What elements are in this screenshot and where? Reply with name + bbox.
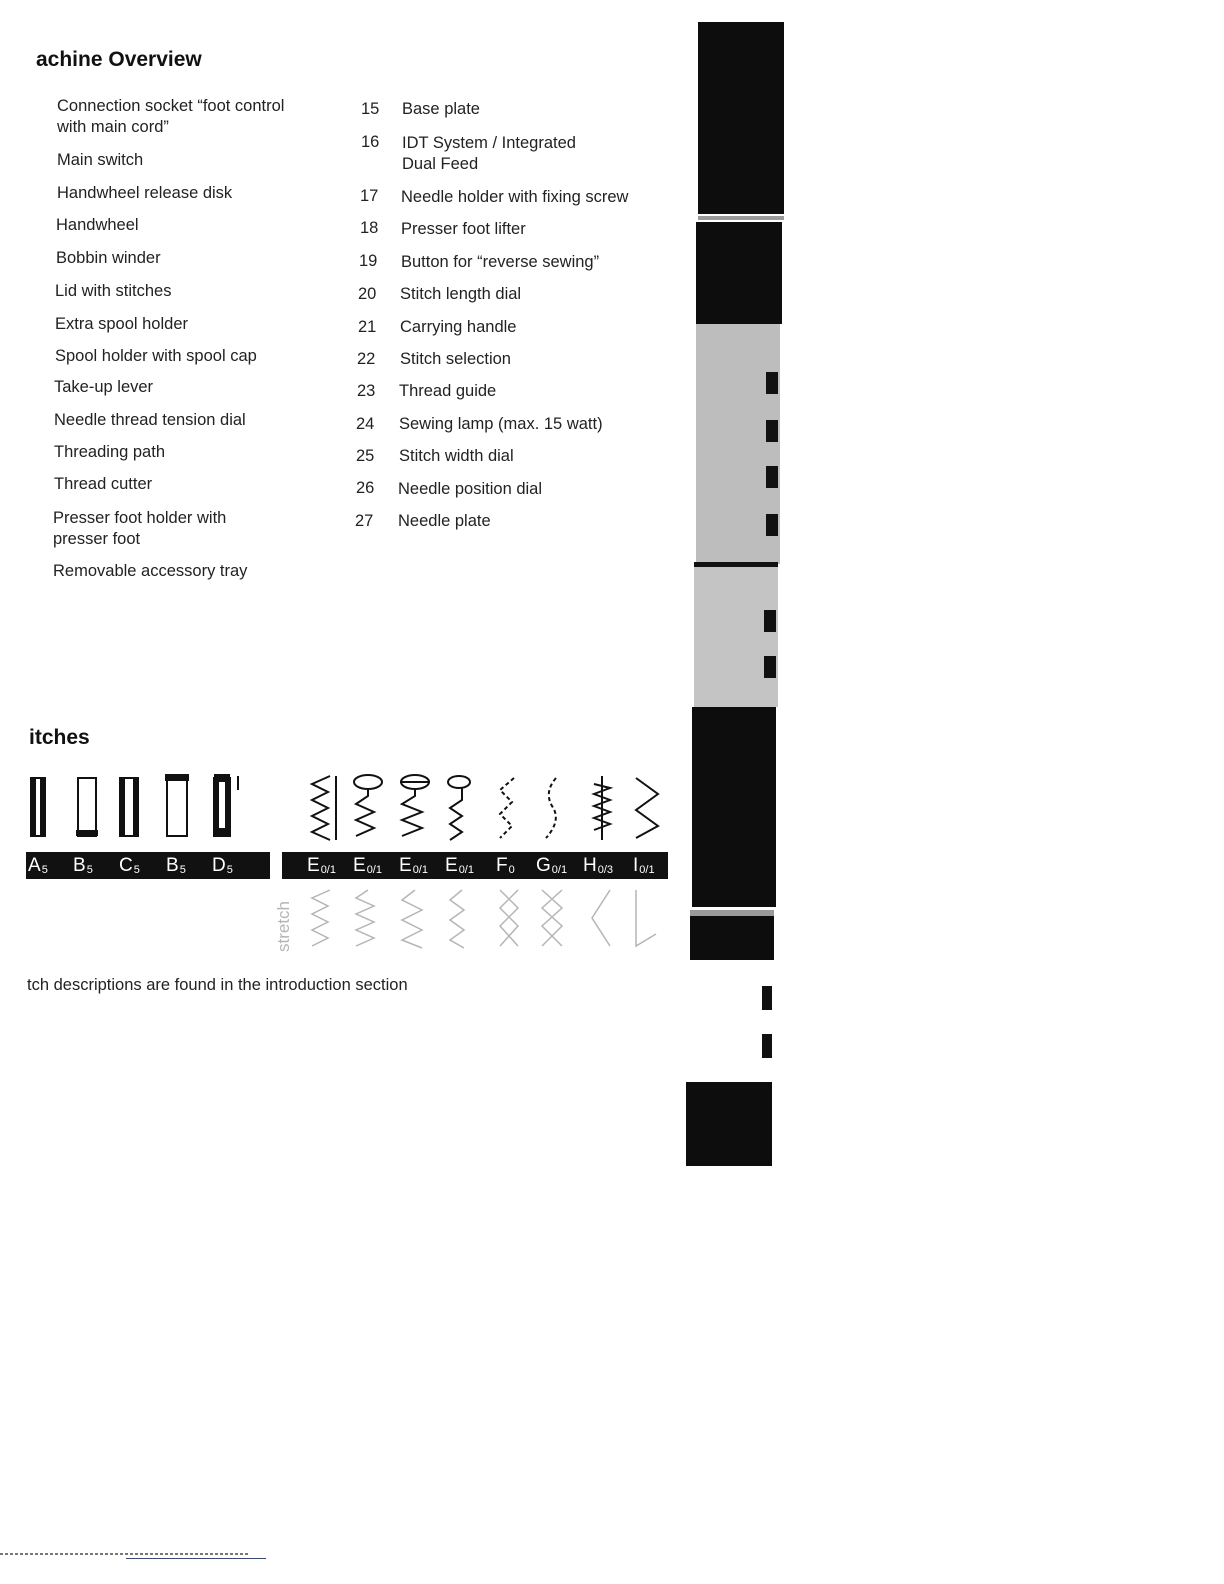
item-number: 22 — [357, 350, 376, 368]
stitch-symbols — [300, 772, 670, 848]
buttonhole-b2-icon — [167, 778, 187, 836]
buttonhole-symbols — [26, 772, 276, 844]
list-item: IDT System / Integrated — [402, 134, 576, 152]
running-stitch-icon — [448, 776, 470, 840]
scan-artifact-line — [0, 1553, 250, 1555]
list-item: Base plate — [402, 100, 480, 118]
item-number: 25 — [356, 447, 375, 465]
list-item: Presser foot holder with — [53, 509, 227, 527]
section-heading-machine-overview: achine Overview — [36, 48, 202, 71]
stretch-label — [268, 884, 298, 954]
stitch-code: $G_{0/1}$ — [536, 855, 568, 876]
item-number: 23 — [357, 382, 376, 400]
list-item: Connection socket “foot control — [57, 97, 285, 115]
stitch-code: $B_5$ — [73, 855, 93, 876]
list-item: Needle holder with fixing screw — [401, 188, 629, 206]
stitch-code: $E_{0/1}$ — [307, 855, 336, 876]
list-item: with main cord” — [57, 118, 169, 136]
item-number: 24 — [356, 415, 375, 433]
honeycomb-stitch-icon — [636, 778, 658, 838]
item-number: 17 — [360, 187, 379, 205]
stitch-description-note: tch descriptions are found in the introduction section — [27, 976, 408, 994]
section-heading-stitches: itches — [29, 726, 90, 749]
item-number: 18 — [360, 219, 379, 237]
list-item: Presser foot lifter — [401, 220, 526, 238]
stitch-code: $H_{0/3}$ — [583, 855, 614, 876]
item-number: 21 — [358, 318, 377, 336]
list-item: Needle plate — [398, 512, 491, 530]
list-item: Handwheel release disk — [57, 184, 233, 202]
list-item: Main switch — [57, 151, 144, 169]
list-item: Bobbin winder — [56, 249, 161, 267]
index-tab — [696, 222, 782, 324]
buttonhole-code-bar — [26, 852, 270, 879]
index-tab — [690, 916, 774, 960]
item-number: 20 — [358, 285, 377, 303]
blind-stitch-icon — [500, 778, 514, 838]
list-item: Removable accessory tray — [53, 562, 248, 580]
stretch-overlock-stitch-icon — [594, 776, 610, 840]
list-item: Thread cutter — [54, 475, 153, 493]
item-number: 16 — [361, 133, 380, 151]
list-item: Button for “reverse sewing” — [401, 253, 600, 271]
item-number: 19 — [359, 252, 378, 270]
index-tab — [698, 22, 784, 214]
triple-zigzag-stitch-icon — [400, 775, 430, 836]
stitch-code: $E_{0/1}$ — [445, 855, 474, 876]
stitch-code: $F_0$ — [496, 855, 515, 876]
list-item: Stitch selection — [400, 350, 511, 368]
stitch-code: $D_5$ — [212, 855, 233, 876]
list-item: Spool holder with spool cap — [55, 347, 257, 365]
stretch-cross-icon — [542, 890, 562, 946]
list-item: Take-up lever — [54, 378, 154, 396]
list-item: Thread guide — [399, 382, 497, 400]
list-item: presser foot — [53, 530, 141, 548]
stretch-zigzag-icon — [312, 890, 330, 946]
stretch-triple-icon — [402, 890, 422, 948]
list-item: Stitch width dial — [399, 447, 514, 465]
list-item: Stitch length dial — [400, 285, 522, 303]
list-item: Carrying handle — [400, 318, 517, 336]
stitch-code: $E_{0/1}$ — [353, 855, 382, 876]
list-item: Threading path — [54, 443, 165, 461]
stitch-code: $C_5$ — [119, 855, 140, 876]
list-item: Sewing lamp (max. 15 watt) — [399, 415, 603, 433]
item-number: 26 — [356, 479, 375, 497]
list-item: Needle position dial — [398, 480, 543, 498]
scan-artifact-line — [126, 1558, 266, 1559]
stitch-code: $A_5$ — [28, 855, 48, 876]
stitch-code: $E_{0/1}$ — [399, 855, 428, 876]
stretch-stitch-symbols — [300, 884, 670, 956]
index-tab — [692, 707, 776, 907]
list-item: Needle thread tension dial — [54, 411, 246, 429]
index-tab — [686, 1082, 772, 1166]
overlock-stitch-icon — [546, 778, 556, 838]
svg-text:stretch: stretch — [274, 900, 293, 952]
item-number: 15 — [361, 100, 380, 118]
list-item: Dual Feed — [402, 155, 479, 173]
stretch-blind-icon — [636, 890, 656, 946]
stitch-code: $B_5$ — [166, 855, 186, 876]
list-item: Handwheel — [56, 216, 139, 234]
item-number: 27 — [355, 512, 374, 530]
buttonhole-b-icon — [78, 778, 96, 836]
list-item: Extra spool holder — [55, 315, 188, 333]
stretch-running-icon — [450, 890, 464, 948]
stitch-code: $I_{0/1}$ — [633, 855, 655, 876]
stretch-lightning-icon — [592, 890, 610, 946]
stretch-presser-icon — [356, 890, 374, 946]
list-item: Lid with stitches — [55, 282, 172, 300]
index-tab — [694, 567, 778, 707]
zigzag-presser-stitch-icon — [354, 775, 382, 836]
stretch-feather-icon — [500, 890, 518, 946]
zigzag-stitch-icon — [312, 776, 336, 840]
